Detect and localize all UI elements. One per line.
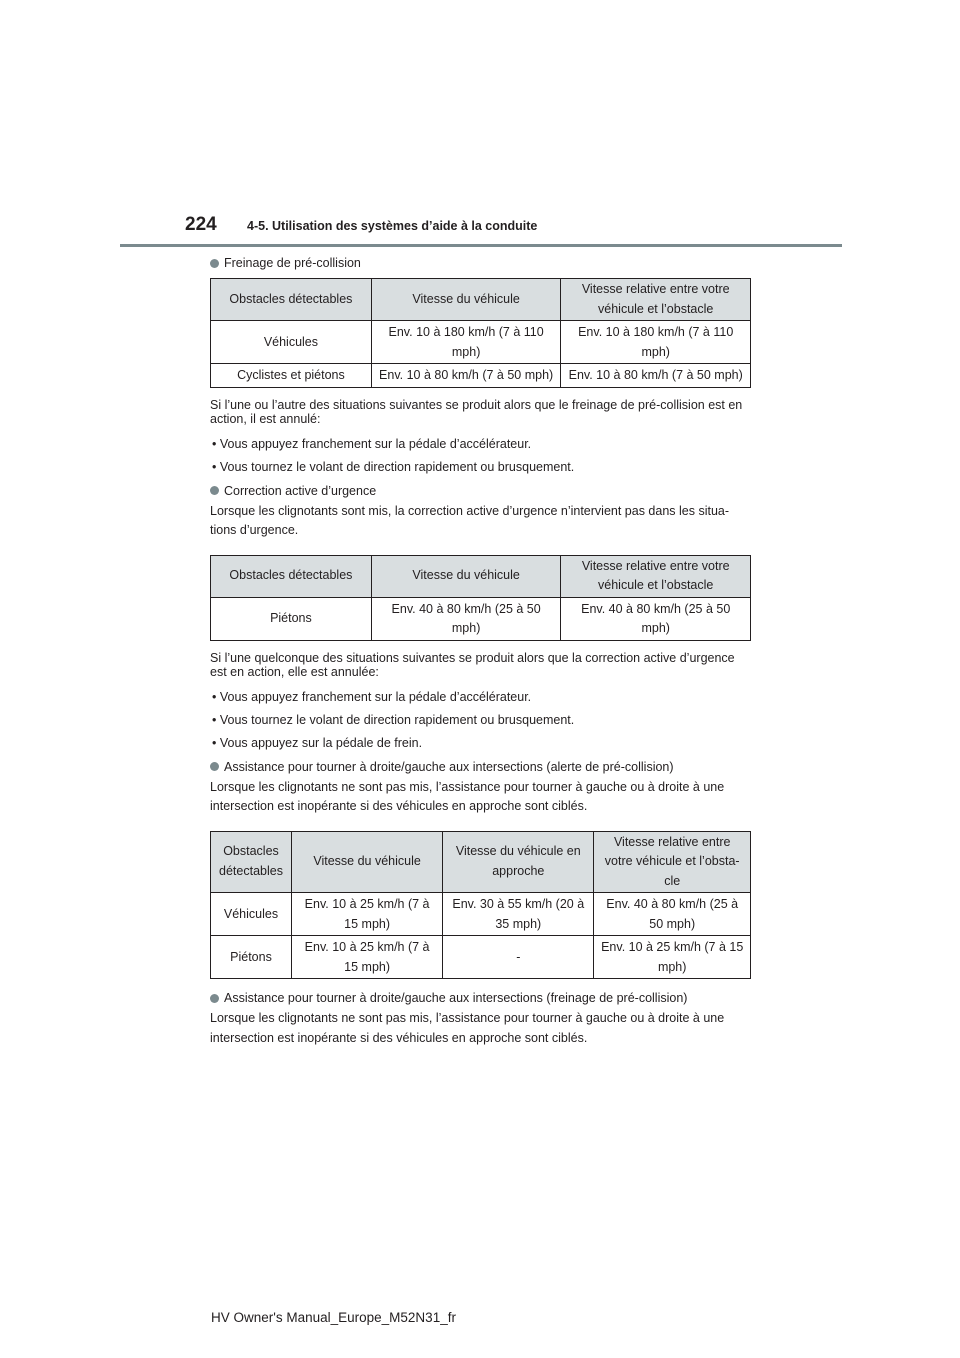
section-intro: Lorsque les clignotants ne sont pas mis, l’assistance pour tourner à gauche ou à droite à une intersection est inopérante si des véhicules en approche sont ciblés. xyxy=(210,779,725,813)
table-cell: Env. 10 à 80 km/h (7 à 50 mph) xyxy=(561,364,751,388)
table-cell: Véhicules xyxy=(211,893,292,936)
heading-emergency-steering: Correction active d’urgence xyxy=(210,482,751,500)
table-cell: Env. 10 à 80 km/h (7 à 50 mph) xyxy=(371,364,561,388)
table-row xyxy=(211,597,751,640)
column-header: Vitesse relative entre votre véhicule et l’obstacle xyxy=(561,279,751,321)
table-cell: Env. 10 à 180 km/h (7 à 110 mph) xyxy=(371,321,561,364)
table-cell: Cyclistes et piétons xyxy=(211,364,372,388)
list-item: • Vous tournez le volant de direction rapidement ou brusquement. xyxy=(212,459,575,474)
table-pre-collision-braking xyxy=(210,278,751,388)
column-header: Vitesse relative entre votre véhicule et l’obsta-cle xyxy=(594,831,751,893)
section-intro: Lorsque les clignotants ne sont pas mis, l’assistance pour tourner à gauche ou à droite à une intersection est inopérante si des véhicules en approche sont ciblés. xyxy=(210,1011,725,1045)
page-content xyxy=(210,254,751,1058)
column-header: Vitesse du véhicule xyxy=(292,831,443,893)
table-row xyxy=(211,936,751,979)
column-header: Vitesse relative entre votre véhicule et l’obstacle xyxy=(561,555,751,597)
list-item: • Vous tournez le volant de direction rapidement ou brusquement. xyxy=(212,712,575,727)
heading-turn-assist-braking: Assistance pour tourner à droite/gauche aux intersections (freinage de pré-collision) xyxy=(210,989,751,1007)
page-number: 224 xyxy=(185,214,217,235)
table-row xyxy=(211,893,751,936)
table-cell: Env. 40 à 80 km/h (25 à 50 mph) xyxy=(371,597,561,640)
section-intro: Lorsque les clignotants sont mis, la correction active d’urgence n’intervient pas dans les situa-tions d’urgence. xyxy=(210,503,730,537)
footer-manual-id: HV Owner's Manual_Europe_M52N31_fr xyxy=(211,1310,456,1325)
table-row xyxy=(211,364,751,388)
bullet-dot-icon xyxy=(210,486,219,495)
heading-turn-assist-alert: Assistance pour tourner à droite/gauche aux intersections (alerte de pré-collision) xyxy=(210,758,751,776)
table-cell: Piétons xyxy=(211,936,292,979)
table-header-row xyxy=(211,279,751,321)
table-cell: Env. 10 à 25 km/h (7 à 15 mph) xyxy=(594,936,751,979)
table-cell: Piétons xyxy=(211,597,372,640)
list-item: • Vous appuyez franchement sur la pédale d’accélérateur. xyxy=(212,436,532,451)
column-header: Obstacles détectables xyxy=(211,555,372,597)
table-header-row xyxy=(211,555,751,597)
column-header: Vitesse du véhicule xyxy=(371,555,561,597)
column-header: Obstacles détectables xyxy=(211,279,372,321)
column-header: Obstacles détectables xyxy=(211,831,292,893)
bullet-dot-icon xyxy=(210,762,219,771)
column-header: Vitesse du véhicule en approche xyxy=(443,831,594,893)
table-cell: Env. 10 à 180 km/h (7 à 110 mph) xyxy=(561,321,751,364)
table-row xyxy=(211,321,751,364)
table-cell: - xyxy=(443,936,594,979)
table-cell: Env. 40 à 80 km/h (25 à 50 mph) xyxy=(561,597,751,640)
table-cell: Env. 10 à 25 km/h (7 à 15 mph) xyxy=(292,936,443,979)
cancel-conditions-note: Si l’une quelconque des situations suivantes se produit alors que la correction active d’urgence est en action, elle est annulée: xyxy=(210,650,735,679)
header-divider xyxy=(120,244,842,247)
table-turn-assist-alert xyxy=(210,831,751,980)
section-title: 4-5. Utilisation des systèmes d’aide à la conduite xyxy=(247,219,538,233)
table-cell: Env. 40 à 80 km/h (25 à 50 mph) xyxy=(594,893,751,936)
table-cell: Env. 30 à 55 km/h (20 à 35 mph) xyxy=(443,893,594,936)
table-cell: Véhicules xyxy=(211,321,372,364)
table-emergency-steering xyxy=(210,555,751,641)
bullet-dot-icon xyxy=(210,259,219,268)
bullet-dot-icon xyxy=(210,994,219,1003)
list-item: • Vous appuyez franchement sur la pédale d’accélérateur. xyxy=(212,689,532,704)
table-header-row xyxy=(211,831,751,893)
list-item: • Vous appuyez sur la pédale de frein. xyxy=(212,735,423,750)
table-cell: Env. 10 à 25 km/h (7 à 15 mph) xyxy=(292,893,443,936)
cancel-conditions-note: Si l’une ou l’autre des situations suivantes se produit alors que le freinage de pré-collision est en action, il est annulé: xyxy=(210,397,743,426)
heading-pre-collision-braking: Freinage de pré-collision xyxy=(210,254,751,272)
column-header: Vitesse du véhicule xyxy=(371,279,561,321)
